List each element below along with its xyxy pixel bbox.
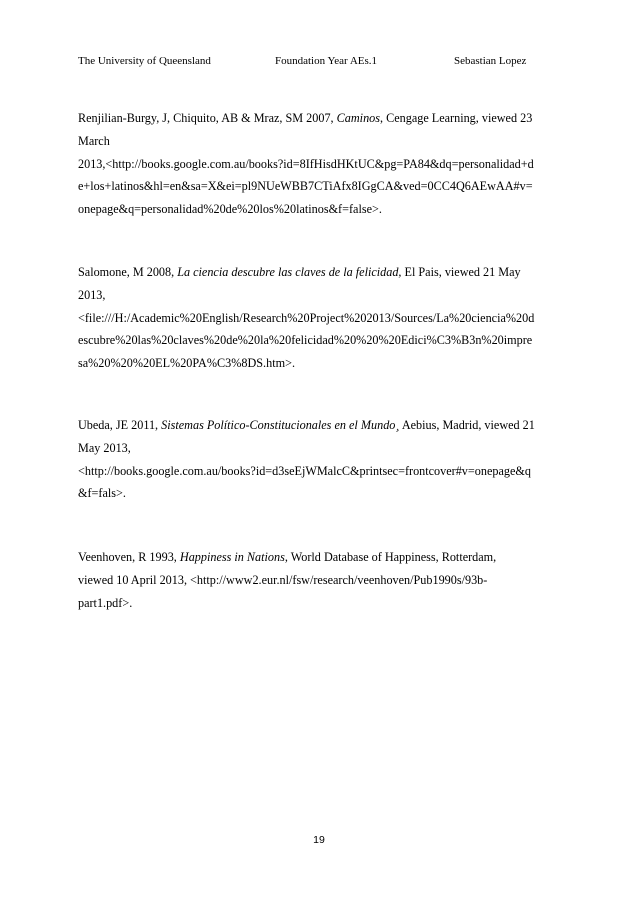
reference-author-year: Salomone, M 2008, xyxy=(78,265,178,279)
reference-details: Aebius, Madrid, viewed 21 May 2013, <http://books.google.com.au/books?id=d3seEjWMalcC&printsec=frontcover#v=onepage&q &f=fals>. xyxy=(78,418,535,501)
reference-entry xyxy=(78,546,560,614)
reference-entry xyxy=(78,414,560,505)
header-author: Sebastian Lopez xyxy=(454,55,527,67)
header-institution: The University of Queensland xyxy=(78,55,211,67)
reference-title: Happiness in Nations xyxy=(179,550,285,564)
reference-entry xyxy=(78,261,560,375)
reference-details: , Cengage Learning, viewed 23 March 2013,<http://books.google.com.au/books?id=8IfHisdHKtUC&pg=PA84&dq=personalidad+d e+los+latinos&hl=en&sa=X&ei=pl9NUeWBB7CTiAfx8IGgCA&ved=0CC4Q6AEwAA#v= onepage&q=personalidad%20de%20los%20latinos&f=false>. xyxy=(78,111,534,217)
reference-title: Caminos xyxy=(336,111,380,125)
reference-details: , World Database of Happiness, Rotterdam, viewed 10 April 2013, <http://www2.eur.nl/fsw/research/veenhoven/Pub1990s/93b- part1.pdf>. xyxy=(78,550,497,610)
reference-details: El Pais, viewed 21 May 2013, <file:///H:/Academic%20English/Research%20Project%202013/Sources/La%20ciencia%20d escubre%20las%20claves%20de%20la%20felicidad%20%20%20Edici%C3%B3n%20impre sa%20%20%20EL%20PA%C3%8DS.htm>. xyxy=(78,265,535,371)
reference-author-year: Ubeda, JE 2011, xyxy=(78,418,162,432)
header-course: Foundation Year AEs.1 xyxy=(275,55,378,67)
page-number: 19 xyxy=(313,834,325,846)
reference-author-year: Veenhoven, R 1993, xyxy=(78,550,180,564)
reference-author-year: Renjilian-Burgy, J, Chiquito, AB & Mraz, SM 2007, xyxy=(78,111,337,125)
reference-title: Sistemas Político-Constitucionales en el Mundo¸ xyxy=(161,418,400,432)
page-header xyxy=(78,53,560,69)
reference-entry xyxy=(78,107,560,221)
reference-title: La ciencia descubre las claves de la felicidad, xyxy=(177,265,402,279)
